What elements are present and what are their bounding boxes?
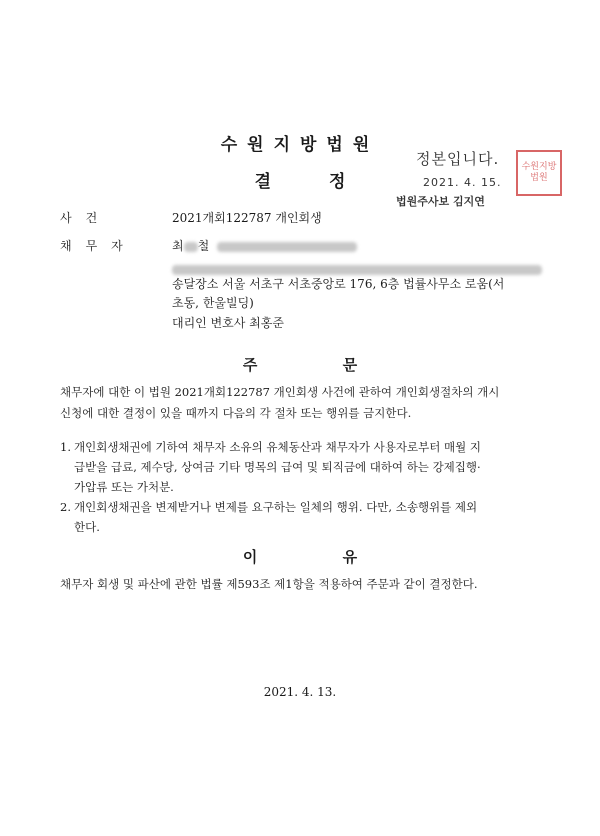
reason-heading: 이 유 xyxy=(242,548,398,566)
document-type: 결정 xyxy=(254,172,404,192)
legal-agent: 대리인 변호사 최홍준 xyxy=(172,316,284,330)
case-label: 사건 xyxy=(60,211,112,225)
case-value: 2021개회122787 개인회생 xyxy=(172,211,322,225)
order-intro: 채무자에 대한 이 법원 2021개회122787 개인회생 사건에 관하여 개인회생절차의 개시 신청에 대한 결정이 있을 때까지 다음의 각 절차 또는 행위를 금지한다. xyxy=(60,385,500,420)
redacted-id-number xyxy=(217,242,357,252)
order-item-2: 2. 개인회생채권을 변제받거나 변제를 요구하는 일체의 행위. 다만, 소송행위를 제외 한다. xyxy=(60,500,478,534)
court-name: 수원지방법원 xyxy=(220,135,380,155)
reason-text: 채무자 회생 및 파산에 관한 법률 제593조 제1항을 적용하여 주문과 같이 결정한다. xyxy=(60,577,478,591)
certified-copy-stamp: 정본입니다. xyxy=(416,150,500,168)
redacted-name-part xyxy=(184,242,198,252)
service-place-continued: 초동, 한울빌딩) xyxy=(172,296,254,310)
order-item-1: 1. 개인회생채권에 기하여 채무자 소유의 유체동산과 채무자가 사용자로부터 매월 지 급받을 급료, 제수당, 상여금 기타 명목의 급여 및 퇴직금에 대하여 하는 강제집행· 가압류 또는 가처분. xyxy=(60,440,481,494)
debtor-label: 채무자 xyxy=(60,239,137,253)
certifying-clerk: 법원주사보 김지연 xyxy=(396,195,485,208)
debtor-name: 최 철 xyxy=(172,237,357,254)
order-heading: 주 문 xyxy=(242,356,398,374)
court-seal: 수원지방법원 xyxy=(516,150,562,196)
certification-date: 2021. 4. 15. xyxy=(423,176,502,189)
service-place: 송달장소 서울 서초구 서초중앙로 176, 6층 법률사무소 로움(서 xyxy=(172,277,505,291)
decision-date: 2021. 4. 13. xyxy=(263,685,337,699)
